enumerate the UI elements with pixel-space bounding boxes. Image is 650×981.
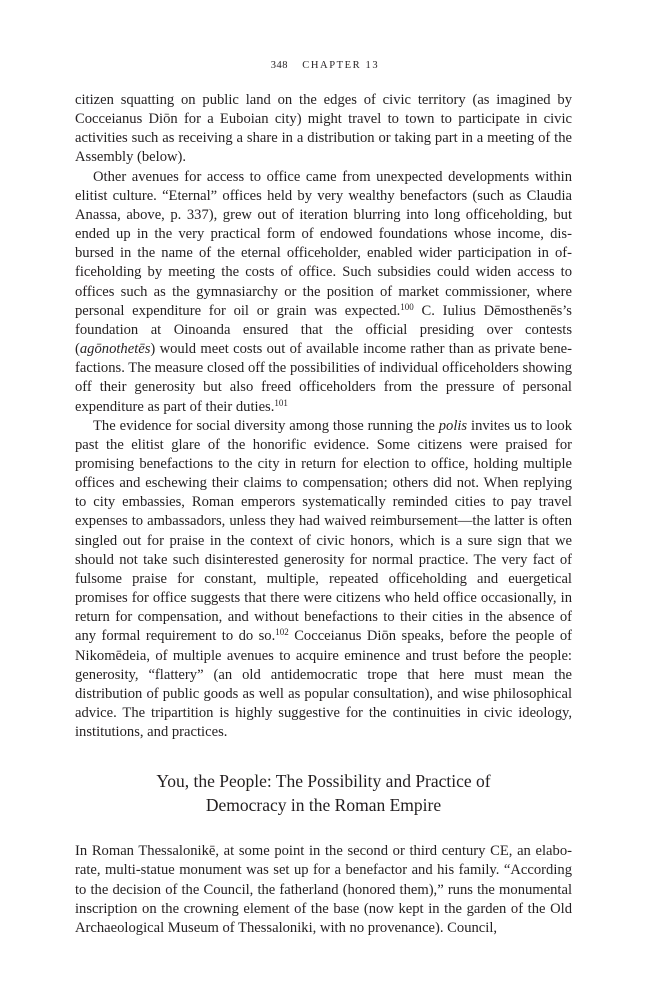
paragraph-3: The evidence for social diversity among those running the polis invites us to look past the elitist glare of the honorific evidence. Some citizens were praised for promising benefactions to the city in return for election to office, holding multiple offices and eschewing their claims to compensation; others did not. When replying to city embassies, Roman emperors systematically reminded cities to pay travel expenses to ambassadors, unless they had waived reimbursement—the latter is often singled out for praise in the context of civic honors, which is a sure sign that we should not take such disinterested generosity for normal practice. The very fact of fulsome praise for constant, multiple, repeated officeholding and euergetical promises for office suggests that there were citizens who held office occasionally, in return for compensation, and without benefactions to their cities in the absence of any formal requirement to do so.$^{102}$ Cocceianus Diōn speaks, before the people of Nikomēdeia, of multiple avenues to acquire eminence and trust before the people: generosity, “flattery” (an old antidemocratic trope that here must mean the distribution of public goods as well as popular consultation), and wise philosophical advice. The tripartition is highly suggestive for the continuities in civic ideology, institutions, and practices.	[75, 417, 573, 741]
paragraph-4: In Roman Thessalonikē, at some point in the second or third century CE, an elaborate, multi-statue monument was set up for a benefactor and his family. “According to the decision of the Council, the fatherland (honored them),” runs the monumental inscription on the crowning element of the base (now kept in the garden of the Old Archaeological Museum of Thessaloniki, with no provenance). Council,	[75, 843, 572, 936]
paragraph-1: citizen squatting on public land on the edges of civic territory (as imagined by Cocceianus Diōn for a Euboian city) might travel to town to participate in civic activities such as receiving a share in a distribution or taking part in a meeting of the Assembly (below).	[75, 92, 572, 166]
italic-term: polis	[438, 417, 468, 434]
footnote-ref-102[interactable]: 102	[275, 627, 289, 638]
paragraph-2: Other avenues for access to office came from unexpected developments within elitist culture. “Eternal” offices held by very wealthy benefactors (such as Claudia Anassa, above, p. 337), grew out of iteration blurring into long officeholding, but ended up in the very practical form of endowed foundations whose income, disbursed in the name of the eternal officeholder, enabled wider participation in officeholding by meeting the costs of office. Such subsidies could widen access to offices such as the gymnasiarchy or the position of market commissioner, where personal expenditure for oil or grain was expected.$^{100}$ C. Iulius Dēmosthenēs’s foundation at Oinoanda ensured that the official presiding over contests (agōnothetēs) would meet costs out of available income rather than as private benefactions. The measure closed off the possibilities of individual officeholders showing off their generosity but also freed officeholders from the pressure of personal expenditure as part of their duties.$^{101}$	[75, 168, 572, 415]
body-text	[75, 91, 572, 938]
footnote-ref-100[interactable]: 100	[400, 301, 414, 312]
page-number: 348	[270, 60, 289, 71]
chapter-label: CHAPTER 13	[302, 60, 380, 71]
footnote-ref-101[interactable]: 101	[274, 397, 288, 408]
section-heading: You, the People: The Possibility and Practice of Democracy in the Roman Empire	[156, 771, 491, 816]
running-head	[0, 60, 650, 71]
italic-term: agōnothetēs	[79, 341, 151, 358]
